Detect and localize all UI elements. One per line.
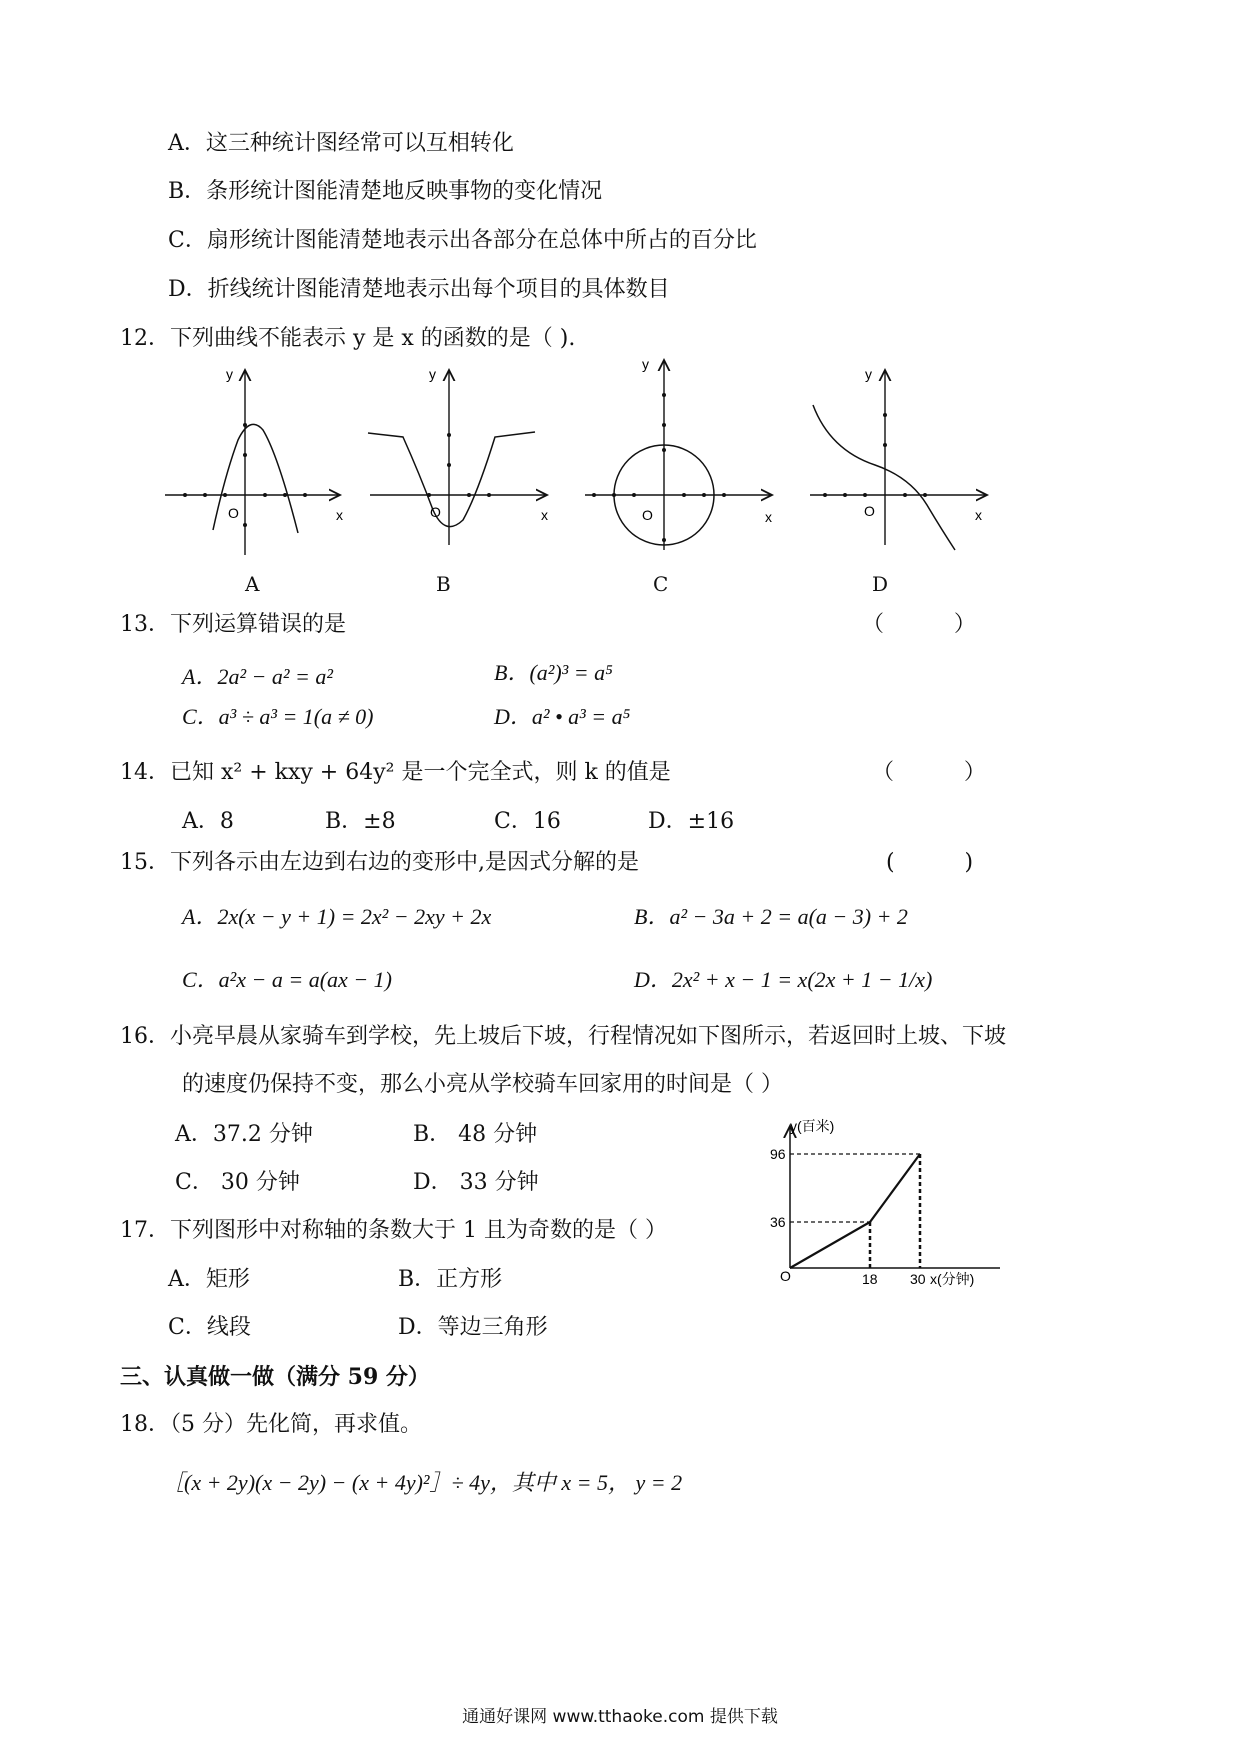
q14-answer-paren: （ ） <box>872 760 986 785</box>
q13-stem: 13．下列运算错误的是 <box>120 612 346 637</box>
y-axis-label: y <box>226 366 233 382</box>
q13-option-a: A．2a² − a² = a² <box>182 664 333 689</box>
origin-label: O <box>642 507 653 523</box>
x-axis-label: x <box>765 509 772 525</box>
x-tick-18: 18 <box>862 1271 878 1287</box>
q17-option-c: C．线段 <box>168 1315 251 1340</box>
q15-option-b: B．a² − 3a + 2 = a(a − 3) + 2 <box>634 904 908 929</box>
q11-option-d: D．折线统计图能清楚地表示出每个项目的具体数目 <box>168 277 670 302</box>
q16-distance-time-chart <box>770 1118 1010 1288</box>
q17-option-a: A．矩形 <box>168 1267 250 1292</box>
q14-option-c: C．16 <box>494 809 561 834</box>
origin-label: O <box>780 1268 791 1284</box>
q16-option-b: B． 48 分钟 <box>413 1122 538 1147</box>
origin-label: O <box>228 505 239 521</box>
q15-stem: 15．下列各示由左边到右边的变形中,是因式分解的是 <box>120 850 639 875</box>
y-axis-label: y <box>642 356 649 372</box>
x-axis-label: x <box>541 507 548 523</box>
q14-stem: 14．已知 x² + kxy + 64y² 是一个完全式，则 k 的值是 <box>120 760 671 785</box>
q13-option-c: C．a³ ÷ a³ = 1(a ≠ 0) <box>182 704 374 729</box>
curve <box>213 424 298 533</box>
q13-option-d: D．a² • a³ = a⁵ <box>494 704 631 729</box>
q12-graph-b <box>365 365 555 555</box>
q14-option-a: A．8 <box>182 809 234 834</box>
origin-label: O <box>430 504 441 520</box>
q15-option-c: C．a²x − a = a(ax − 1) <box>182 967 392 992</box>
q12-graph-d-label: D <box>872 572 889 596</box>
q14-option-d: D．±16 <box>648 809 735 834</box>
q15-answer-paren: ( ) <box>886 850 974 875</box>
q16-stem-line2: 的速度仍保持不变，那么小亮从学校骑车回家用的时间是（ ） <box>182 1072 783 1097</box>
curve <box>368 432 535 527</box>
q15-option-a: A．2x(x − y + 1) = 2x² − 2xy + 2x <box>182 904 492 929</box>
q16-option-a: A．37.2 分钟 <box>175 1122 313 1147</box>
q16-option-c: C． 30 分钟 <box>175 1170 300 1195</box>
q13-option-b: B．(a²)³ = a⁵ <box>494 660 613 685</box>
q17-stem: 17．下列图形中对称轴的条数大于 1 且为奇数的是（ ） <box>120 1218 667 1243</box>
q12-graph-a-label: A <box>245 572 260 596</box>
q12-graph-d <box>805 365 995 555</box>
y-tick-96: 96 <box>770 1146 786 1162</box>
section3-heading: 三、认真做一做（满分 59 分） <box>120 1364 430 1390</box>
q13-answer-paren: （ ） <box>862 612 976 637</box>
q18-expression: ［(x + 2y)(x − 2y) − (x + 4y)²］÷ 4y，其中 x = 5， y = 2 <box>162 1470 683 1495</box>
q11-option-c: C．扇形统计图能清楚地表示出各部分在总体中所占的百分比 <box>168 228 757 253</box>
q12-graph-b-label: B <box>436 572 451 596</box>
x-axis-label: x <box>336 507 343 523</box>
q16-option-d: D． 33 分钟 <box>413 1170 539 1195</box>
q11-option-b: B．条形统计图能清楚地反映事物的变化情况 <box>168 179 603 204</box>
q17-option-d: D．等边三角形 <box>398 1315 548 1340</box>
trip-line <box>790 1154 920 1268</box>
q12-stem: 12．下列曲线不能表示 y 是 x 的函数的是（ ). <box>120 326 576 351</box>
q11-option-a: A．这三种统计图经常可以互相转化 <box>168 131 514 156</box>
q12-graph-a <box>160 365 350 555</box>
origin-label: O <box>864 503 875 519</box>
y-axis-label: y <box>865 366 872 382</box>
y-tick-36: 36 <box>770 1214 786 1230</box>
q12-graph-c <box>580 355 780 555</box>
x-tick-30: 30 <box>910 1271 926 1287</box>
y-axis-label: y <box>429 366 436 382</box>
q17-option-b: B．正方形 <box>398 1267 503 1292</box>
q16-stem-line1: 16．小亮早晨从家骑车到学校，先上坡后下坡，行程情况如下图所示，若返回时上坡、下坡 <box>120 1024 1006 1049</box>
page-footer: 通通好课网 www.tthaoke.com 提供下载 <box>462 1707 778 1727</box>
q12-graph-c-label: C <box>653 572 669 596</box>
curve <box>813 405 955 550</box>
x-label: x(分钟) <box>930 1271 975 1287</box>
q18-stem: 18．（5 分）先化简，再求值。 <box>120 1412 422 1437</box>
x-axis-label: x <box>975 507 982 523</box>
q15-option-d: D．2x² + x − 1 = x(2x + 1 − 1/x) <box>634 967 933 992</box>
q14-option-b: B．±8 <box>325 809 396 834</box>
y-label: y(百米) <box>790 1118 835 1134</box>
